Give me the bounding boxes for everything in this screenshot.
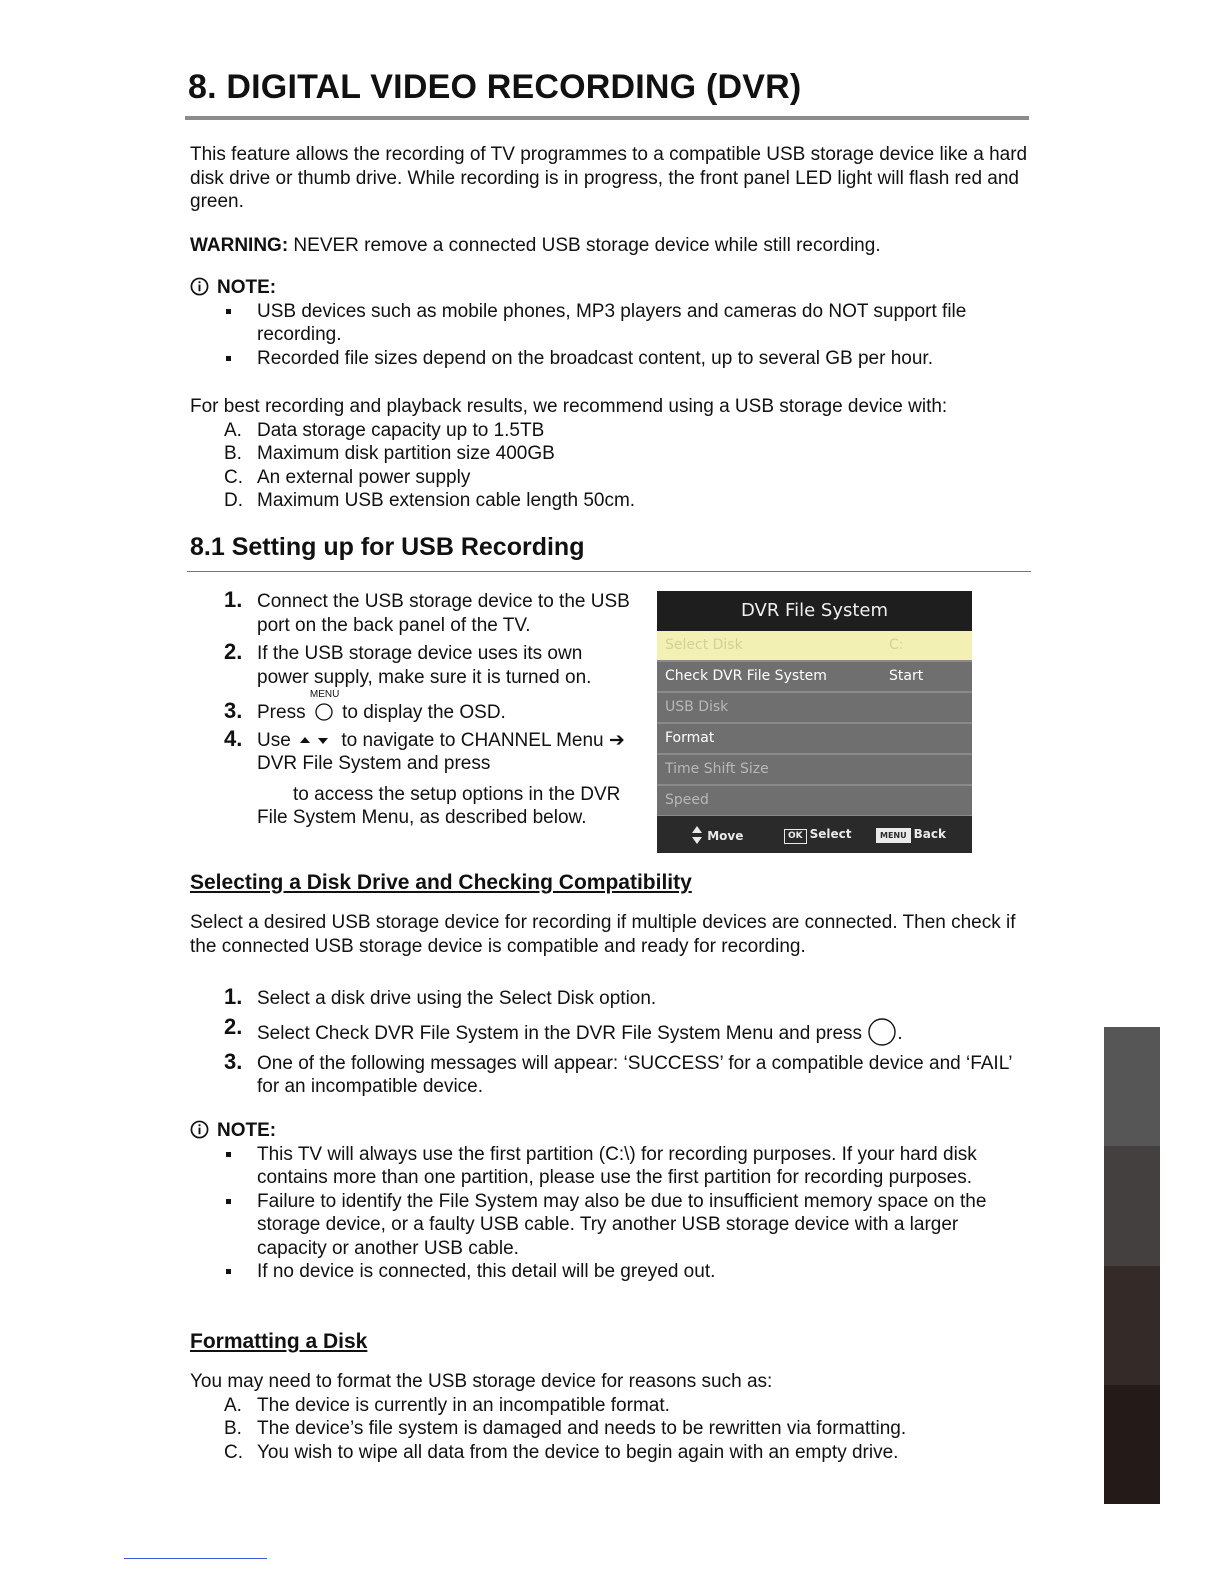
note-label: NOTE: [217, 1120, 277, 1141]
list-item: Failure to identify the File System may also be due to insufficient memory space on the storage device, or a faulty USB cable. Try another USB storage device with a larger capacity or another USB cable. [190, 1190, 1010, 1261]
selecting-intro: Select a desired USB storage device for recording if multiple devices are connected. Then check if the connected USB storage device is compatible and ready for recording. [190, 912, 1016, 957]
step-item: 3. One of the following messages will appear: ‘SUCCESS’ for a compatible device and ‘FAIL’ for an incompatible device. [224, 1048, 1012, 1097]
step-item: 1. Connect the USB storage device to the USB port on the back panel of the TV. [224, 587, 630, 636]
select-hint: OK Select [784, 827, 852, 844]
osd-row-speed: Speed [657, 786, 972, 817]
osd-title: DVR File System [657, 591, 972, 631]
recommend-block [190, 395, 1035, 513]
subsection-title: Selecting a Disk Drive and Checking Compatibility [190, 871, 692, 894]
note-block-1 [190, 276, 1035, 370]
list-item: Recorded file sizes depend on the broadcast content, up to several GB per hour. [190, 347, 970, 371]
selecting-steps [190, 984, 1035, 1099]
osd-row-time-shift: Time Shift Size [657, 755, 972, 786]
list-item: B. Maximum disk partition size 400GB [224, 443, 555, 464]
dvr-file-system-screen [657, 591, 972, 853]
list-item: C. You wish to wipe all data from the device to begin again with an empty drive. [224, 1441, 899, 1463]
step-item: 4. Use to navigate to CHANNEL Menu ➔ DVR File System and press to access the setup options in the DVR File System Menu, as described below. [224, 725, 625, 828]
setup-steps [190, 587, 630, 830]
side-tab [1104, 1027, 1160, 1146]
list-item: D. Maximum USB extension cable length 50cm. [224, 490, 636, 511]
move-hint: Move [691, 825, 743, 845]
arrow-right-icon: ➔ [608, 729, 625, 751]
note-label: NOTE: [217, 277, 277, 298]
side-tab [1104, 1146, 1160, 1266]
list-item: B. The device’s file system is damaged and needs to be rewritten via formatting. [224, 1418, 907, 1439]
list-item: A. The device is currently in an incompatible format. [224, 1394, 670, 1416]
side-tab [1104, 1266, 1160, 1385]
back-hint: MENU Back [876, 827, 946, 843]
formatting-intro: You may need to format the USB storage device for reasons such as: [190, 1371, 773, 1392]
intro-paragraph: This feature allows the recording of TV programmes to a compatible USB storage device like a hard disk drive or thumb drive. While recording is in progress, the front panel LED light will flash red and green. [190, 144, 1028, 212]
step-item: 2. If the USB storage device uses its own power supply, make sure it is turned on. [224, 639, 592, 688]
up-down-icon [691, 825, 703, 845]
step-item: 3. Press MENU to display the OSD. [224, 689, 506, 723]
page-title: 8. DIGITAL VIDEO RECORDING (DVR) [188, 68, 802, 106]
subsection-title: Formatting a Disk [190, 1330, 368, 1353]
osd-footer [657, 816, 972, 853]
warning-paragraph [190, 234, 1035, 258]
info-icon [190, 1120, 209, 1139]
side-tab [1104, 1385, 1160, 1504]
osd-row-select-disk: Select Disk C: [657, 631, 972, 662]
warning-label: WARNING: [190, 235, 289, 256]
info-icon [190, 277, 209, 296]
osd-row-check-dvr: Check DVR File System Start [657, 662, 972, 693]
osd-row-usb-disk: USB Disk [657, 693, 972, 724]
up-down-arrows-icon [296, 732, 336, 748]
list-item: C. An external power supply [224, 466, 471, 488]
menu-button-icon: MENU [311, 701, 337, 721]
step-item: 2. Select Check DVR File System in the DVR File System Menu and press . [190, 1017, 1035, 1047]
list-item: USB devices such as mobile phones, MP3 players and cameras do NOT support file recording. [190, 300, 970, 347]
warning-text: NEVER remove a connected USB storage device while still recording. [288, 235, 881, 256]
title-rule [185, 116, 1029, 120]
ok-button-icon [867, 1017, 897, 1047]
section-title: 8.1 Setting up for USB Recording [190, 533, 585, 561]
section-rule [187, 571, 1031, 572]
recommend-intro: For best recording and playback results, we recommend using a USB storage device with: [190, 396, 948, 417]
list-item: If no device is connected, this detail will be greyed out. [190, 1260, 1010, 1284]
osd-row-format: Format [657, 724, 972, 755]
list-item: This TV will always use the first partition (C:\) for recording purposes. If your hard disk contains more than one partition, please use the first partition for recording purposes. [190, 1143, 1010, 1190]
footer-link-line [124, 1558, 267, 1559]
step-item: 1. Select a disk drive using the Select Disk option. [224, 984, 657, 1009]
list-item: A. Data storage capacity up to 1.5TB [224, 419, 545, 441]
note-block-2 [190, 1119, 1035, 1284]
formatting-block [190, 1370, 1035, 1464]
